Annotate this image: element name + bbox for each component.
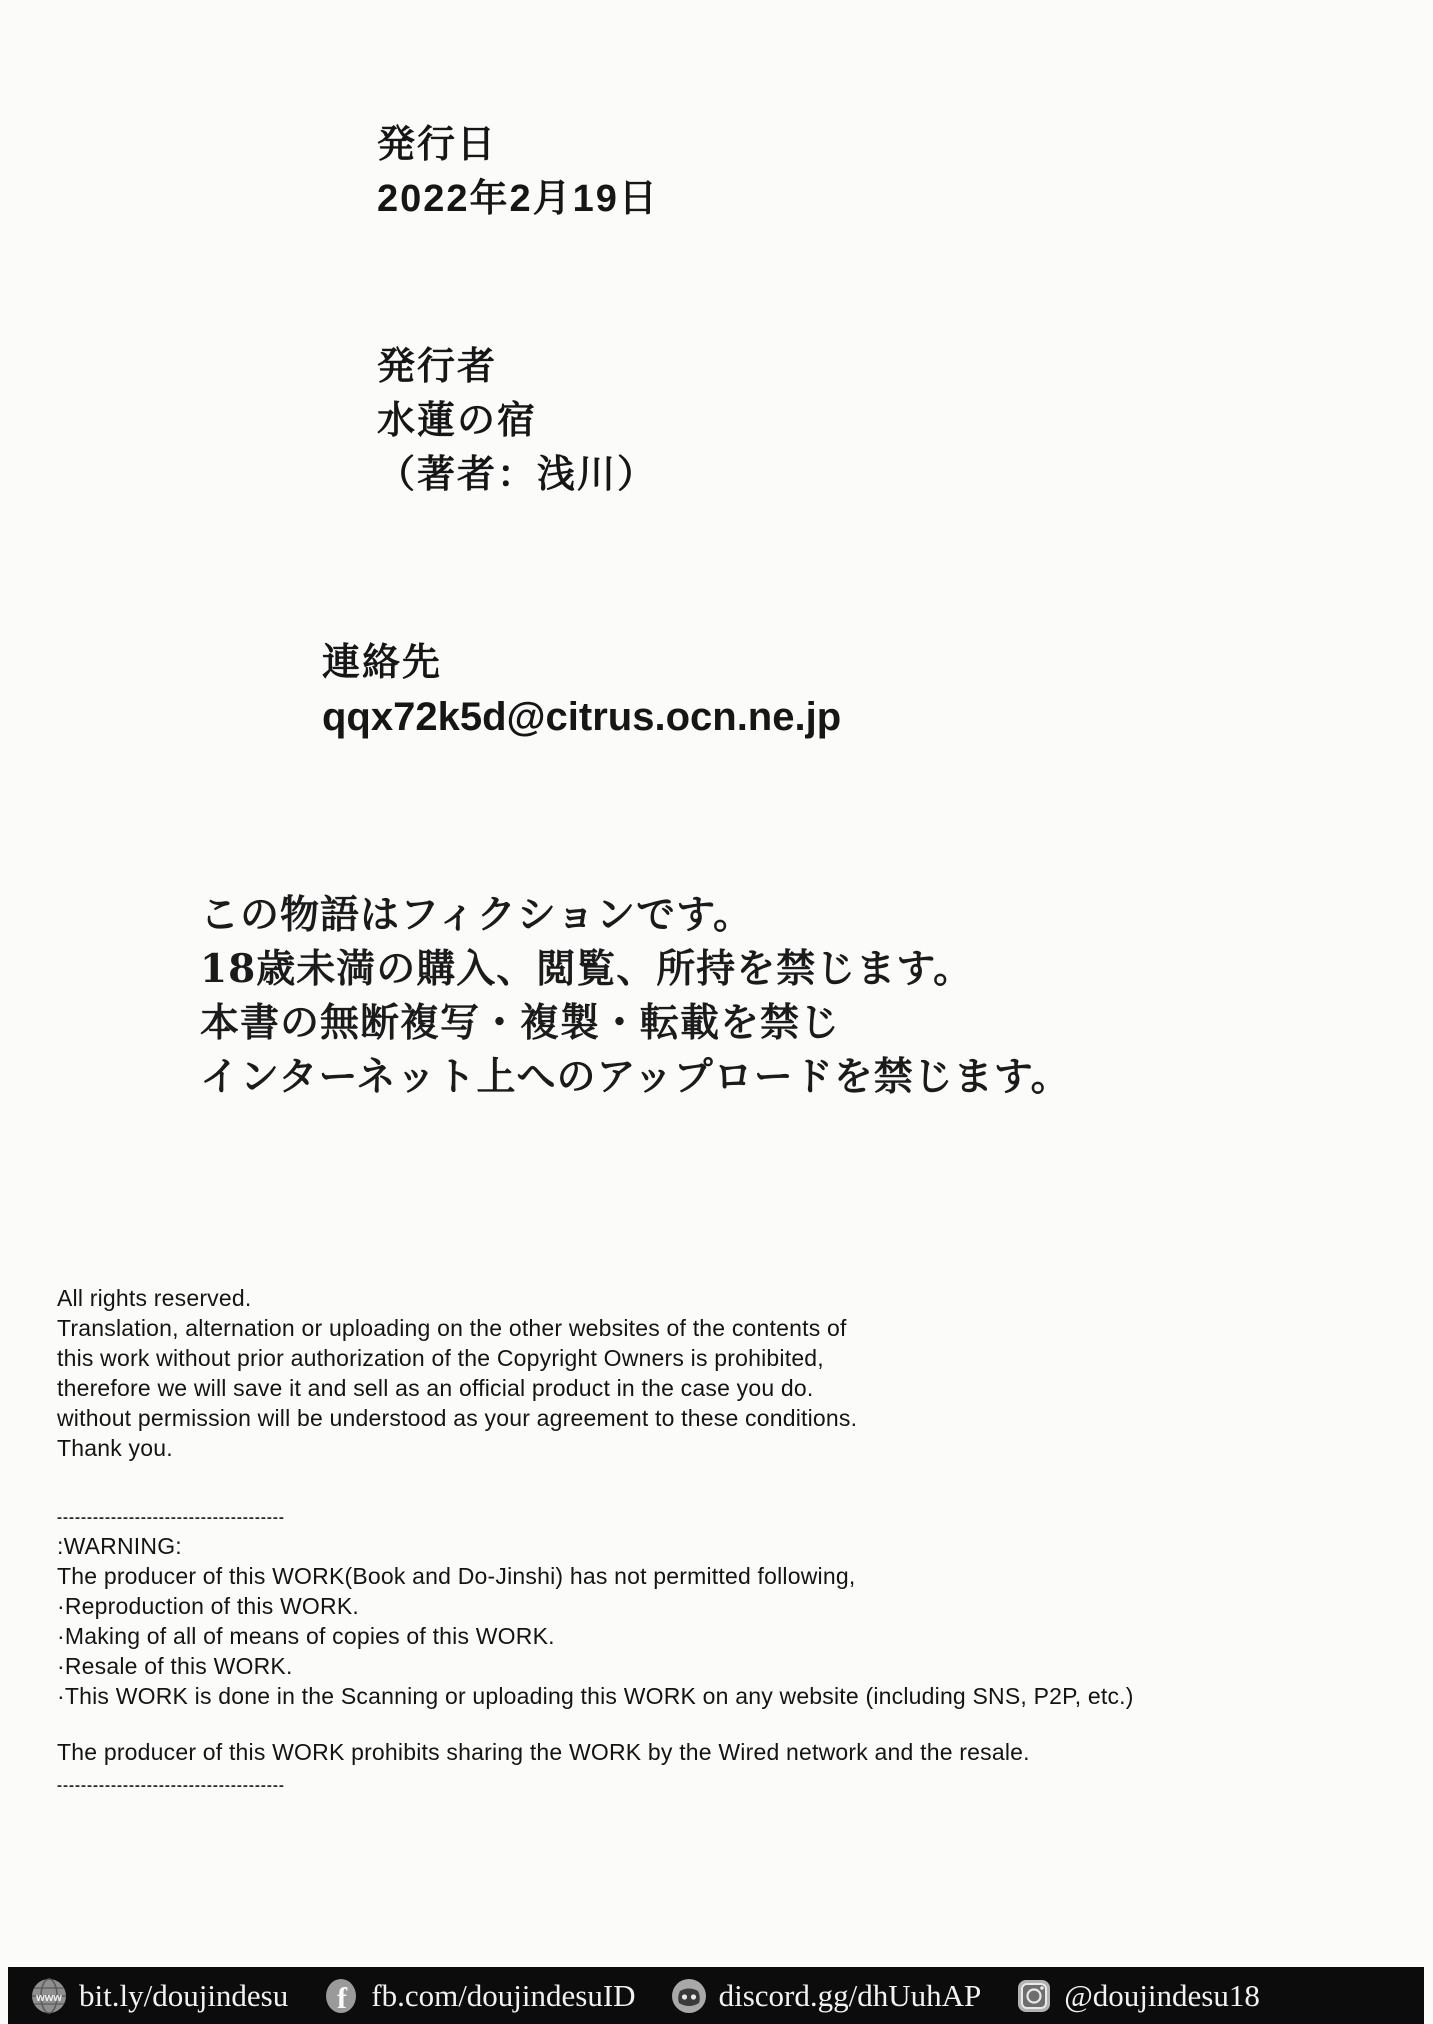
warning-item: ·Resale of this WORK. — [57, 1653, 293, 1679]
globe-www-icon — [30, 1977, 68, 2015]
disclaimer-line: インターネット上へのアップロードを禁じます。 — [200, 1054, 1071, 1100]
divider-line: -------------------------------------- — [57, 1777, 285, 1794]
footer-link-label: bit.ly/doujindesu — [79, 1977, 289, 2013]
discord-icon — [670, 1977, 708, 2015]
notice-line: this work without prior authorization of the Copyright Owners is prohibited, — [57, 1345, 824, 1371]
japanese-disclaimer — [200, 888, 1071, 1104]
footer-link-label: @doujindesu18 — [1064, 1977, 1260, 2013]
notice-line: therefore we will save it and sell as an official product in the case you do. — [57, 1375, 814, 1401]
contact-block — [322, 636, 841, 744]
footer-link-facebook[interactable] — [322, 1977, 635, 2015]
footer-link-label: fb.com/doujindesuID — [371, 1977, 636, 2013]
footer-link-bar — [8, 1967, 1424, 2024]
instagram-icon — [1015, 1977, 1053, 2015]
facebook-icon — [322, 1977, 360, 2015]
footer-link-website[interactable] — [30, 1977, 288, 2015]
publisher-author: （著者：浅川） — [377, 454, 658, 496]
warning-title: :WARNING: — [57, 1533, 182, 1559]
publication-date-block — [377, 118, 659, 226]
warning-item: ·Reproduction of this WORK. — [57, 1593, 359, 1619]
notice-line: All rights reserved. — [57, 1285, 252, 1311]
warning-outro: The producer of this WORK prohibits sharing the WORK by the Wired network and the resale. — [57, 1739, 1030, 1765]
publisher-name: 水蓮の宿 — [377, 400, 538, 442]
svg-text:www: www — [36, 1991, 62, 2004]
warning-intro: The producer of this WORK(Book and Do-Jinshi) has not permitted following, — [57, 1563, 856, 1589]
disclaimer-line: 18歳未満の購入、閲覧、所持を禁じます。 — [200, 946, 974, 992]
footer-link-label: discord.gg/dhUuhAP — [718, 1977, 982, 2013]
warning-item: ·This WORK is done in the Scanning or uploading this WORK on any website (including SNS, P2P, etc.) — [57, 1683, 1134, 1709]
warning-item: ·Making of all of means of copies of this WORK. — [57, 1623, 555, 1649]
notice-line: Translation, alternation or uploading on the other websites of the contents of — [57, 1315, 847, 1341]
publication-date-label: 発行日 — [377, 124, 498, 166]
disclaimer-line: この物語はフィクションです。 — [200, 892, 753, 938]
english-rights-notice — [57, 1283, 857, 1463]
warning-block — [57, 1505, 1134, 1799]
contact-email: qqx72k5d@citrus.ocn.ne.jp — [322, 695, 842, 739]
contact-label: 連絡先 — [322, 642, 443, 684]
footer-link-discord[interactable] — [670, 1977, 982, 2015]
publication-date-value: 2022年2月19日 — [377, 178, 659, 220]
notice-line: without permission will be understood as your agreement to these conditions. — [57, 1405, 858, 1431]
notice-line: Thank you. — [57, 1435, 173, 1461]
publisher-label: 発行者 — [377, 346, 498, 388]
footer-link-instagram[interactable] — [1015, 1977, 1260, 2015]
svg-text:f: f — [337, 1981, 348, 2015]
divider-line: -------------------------------------- — [57, 1509, 285, 1526]
disclaimer-line: 本書の無断複写・複製・転載を禁じ — [200, 1000, 841, 1046]
publisher-block — [377, 340, 657, 502]
